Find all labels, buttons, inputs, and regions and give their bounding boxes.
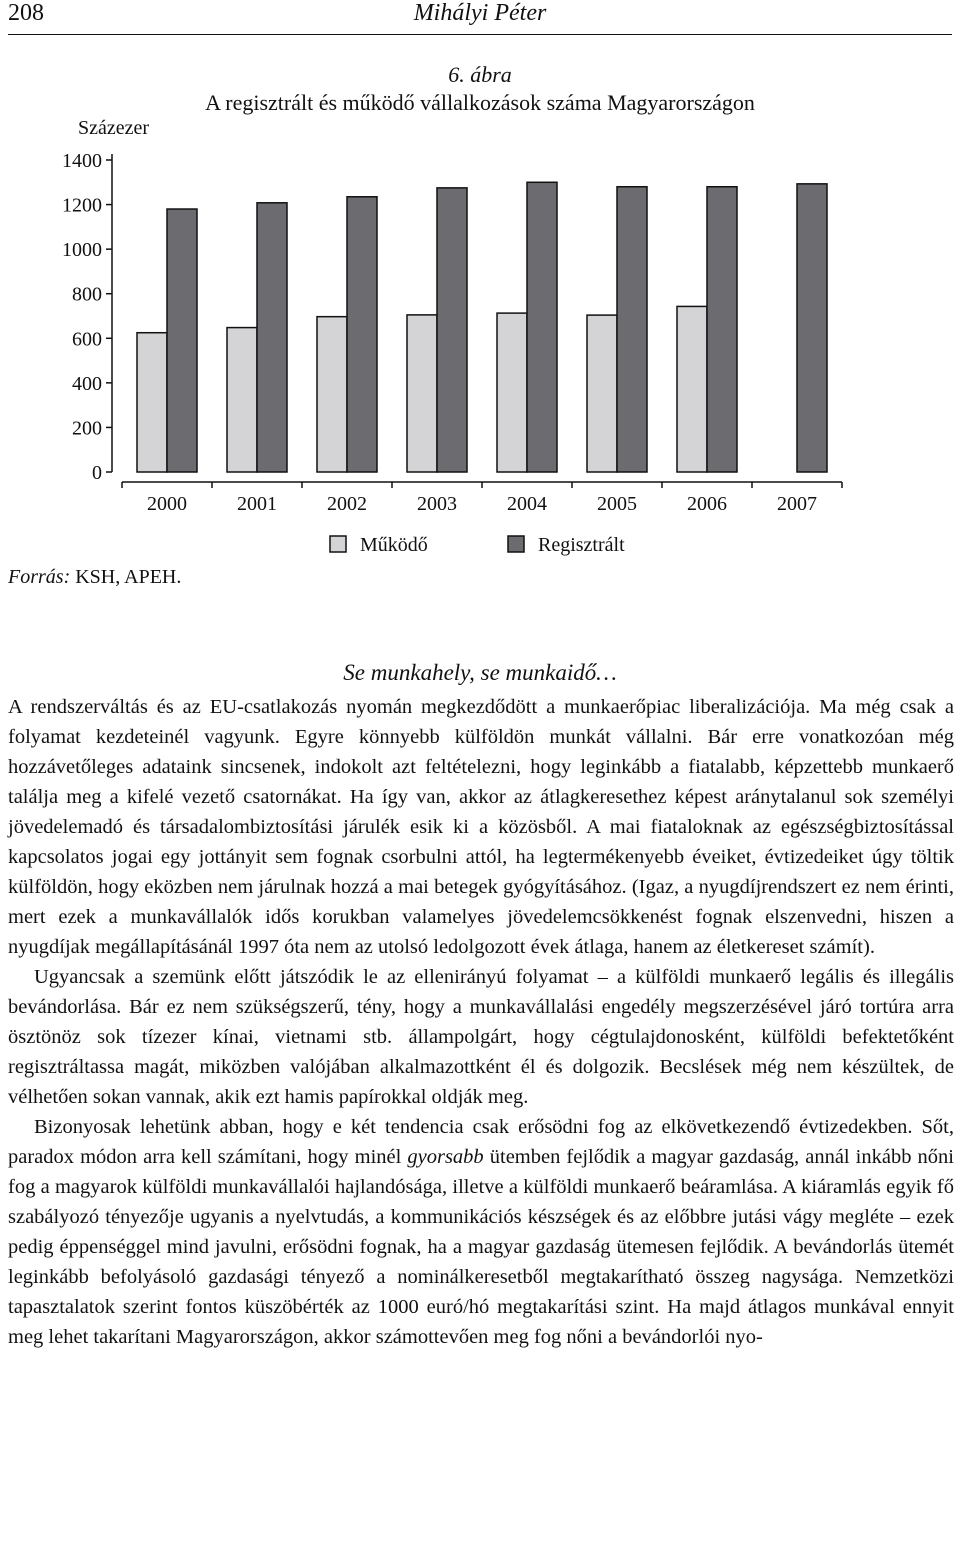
bar-regisztralt (257, 203, 287, 472)
x-tick-label: 2006 (687, 493, 727, 515)
x-tick-label: 2004 (507, 493, 547, 515)
bar-regisztralt (167, 209, 197, 472)
bar-regisztralt (347, 197, 377, 472)
bar-regisztralt (527, 182, 557, 472)
bar-regisztralt (617, 187, 647, 472)
paragraph-3-part-b: ütemben fejlődik a magyar gazdaság, annál inkább nőni fog a magyarok külföldi munkavállalói hajlandósága, illetve a külföldi munkaerő beáramlása. A kiáramlás egyik fő szabályozó tényezője ugyanis a nyelvtudás, a kommunikációs készségek és az előbbre jutási vágy megléte – ezek pedig éppenséggel mind javulni, erősödni fognak, ha a magyar gazdaság ütemesen fejlődik. A bevándorlás ütemét leginkább befolyásoló gazdasági tényező a nominálkeresetből megtakarítható összeg nagysága. Nemzetközi tapasztalatok szerint fontos küszöbérték az 1000 euró/hó megtakarítási szint. Ha majd átlagos munkával ennyit meg lehet takarítani Magyarországon, akkor számottevően meg fog nőni a bevándorlói nyo- (8, 1146, 954, 1348)
source-text: KSH, APEH. (70, 566, 182, 588)
bar-regisztralt (707, 187, 737, 472)
bar-regisztralt (437, 188, 467, 472)
running-head: Mihályi Péter (413, 0, 547, 26)
y-tick-label: 1200 (62, 194, 102, 217)
y-tick-label: 200 (72, 417, 102, 440)
legend-swatch (508, 536, 524, 552)
paragraph-1: A rendszerváltás és az EU-csatlakozás nyomán megkezdődött a munkaerőpiac liberalizációja. Ma még csak a folyamat kezdeteinél vagyunk. Egyre könnyebb külföldön munkát vállalni. Bár erre vonatkozóan még hozzávetőleges adataink sincsenek, indokolt azt feltételezni, hogy leginkább a fiatalabb, képzettebb munkaerő találja meg a kifelé vezető csatornákat. Ha így van, akkor az átlagkeresethez képest aránytalanul sok személyi jövedelemadó és társadalombiztosítási járulék esik ki a közösből. A mai fiataloknak az egészségbiztosítással kapcsolatos jogai egy jottányit sem fognak csorbulni attól, ha legtermékenyebb éveiket, évtizedeiket úgy töltik külföldön, hogy eközben nem járulnak hozzá a mai betegek gyógyításához. (Igaz, a nyugdíjrendszert ez nem érinti, mert ezek a munkavállalók idős korukban valamelyes jövedelemcsökkenést fognak elszenvedni, hiszen a nyugdíjak megállapításánál 1997 óta nem az utolsó ledolgozott évek átlaga, hanem az életkereset számít). (8, 696, 954, 958)
x-tick-label: 2007 (777, 493, 817, 515)
legend-label: Működő (360, 534, 428, 556)
y-tick-label: 1000 (62, 239, 102, 262)
chart-title: A regisztrált és működő vállalkozások száma Magyarországon (205, 90, 755, 115)
x-tick-label: 2003 (417, 493, 457, 515)
bar-mukodo (497, 313, 527, 472)
x-axis (122, 482, 842, 515)
bar-mukodo (227, 328, 257, 472)
bar-mukodo (587, 315, 617, 472)
bar-mukodo (317, 317, 347, 472)
y-tick-label: 400 (72, 372, 102, 395)
y-axis (62, 150, 112, 484)
y-tick-label: 0 (92, 462, 102, 484)
source-label: Forrás: (8, 566, 71, 588)
y-tick-label: 800 (72, 283, 102, 306)
y-axis-label: Százezer (78, 117, 150, 139)
y-tick-label: 600 (72, 328, 102, 351)
paragraph-3-part-a: Bizonyosak lehetünk abban, hogy e két tendencia csak erősödni fog az elkövetkezendő évtizedekben. Sőt, paradox módon arra kell számítani, hogy minél (8, 1116, 954, 1168)
bar-chart (0, 40, 960, 560)
x-tick-label: 2001 (237, 493, 277, 515)
page-number: 208 (8, 0, 44, 26)
x-tick-label: 2005 (597, 493, 637, 515)
legend (330, 534, 625, 556)
bar-regisztralt (797, 184, 827, 472)
bar-mukodo (137, 333, 167, 472)
bar-mukodo (407, 315, 437, 472)
paragraph-3-emphasis: gyorsabb (407, 1146, 484, 1168)
legend-label: Regisztrált (538, 534, 625, 556)
figure-number: 6. ábra (448, 62, 512, 87)
bar-mukodo (677, 306, 707, 472)
x-tick-label: 2002 (327, 493, 367, 515)
paragraph-3 (8, 1112, 954, 1352)
figure-source (8, 566, 181, 589)
bars (137, 182, 827, 472)
header-rule (8, 34, 952, 35)
section-heading: Se munkahely, se munkaidő… (343, 660, 617, 685)
legend-swatch (330, 536, 346, 552)
paragraph-2: Ugyancsak a szemünk előtt játszódik le az ellenirányú folyamat – a külföldi munkaerő legális és illegális bevándorlása. Bár ez nem szükségszerű, tény, hogy a munkavállalási engedély megszerzésével járó tortúra arra ösztönöz sok tízezer kínai, vietnami stb. állampolgárt, hogy cégtulajdonosként, külföldi befektetőként regisztráltassa magát, miközben valójában alkalmazottként él és dolgozik. Becslések még nem készültek, de vélhetően sokan vannak, akik ezt hamis papírokkal oldják meg. (8, 966, 954, 1108)
y-tick-label: 1400 (62, 150, 102, 172)
x-tick-label: 2000 (147, 493, 187, 515)
body-text (8, 692, 954, 1352)
